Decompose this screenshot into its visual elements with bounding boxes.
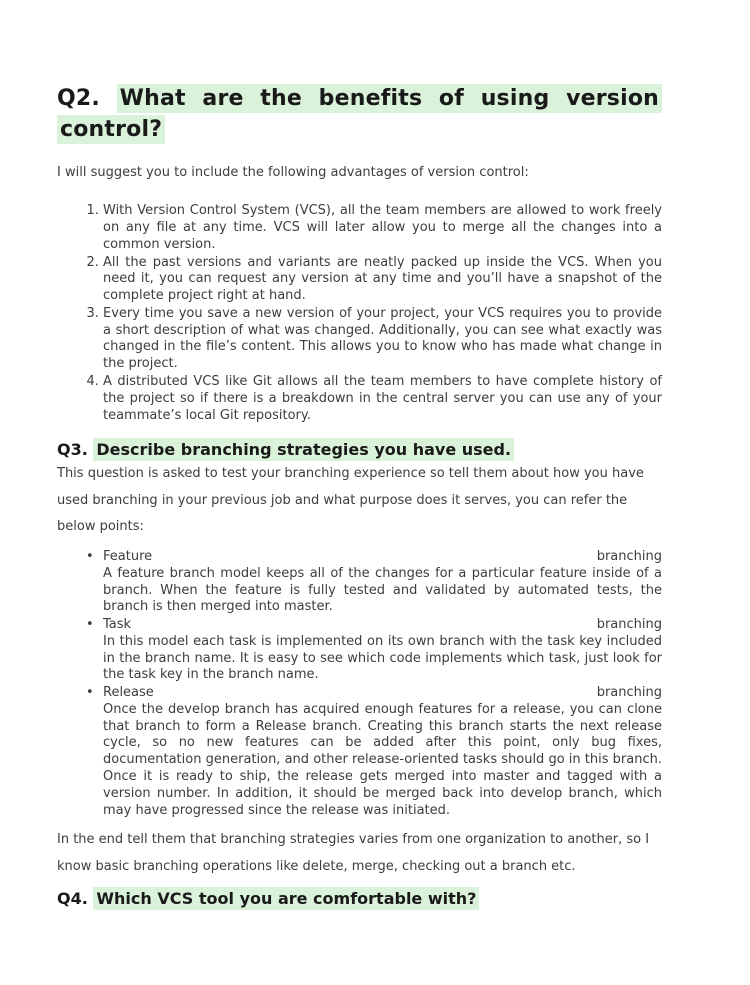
q3-intro: This question is asked to test your branching experience so tell them about how you have used branching in your previous job and what purpose does it serves, you can refer the below points: [57,466,644,535]
q2-title-highlight: What are the benefits of using version control? [57,84,662,144]
branching-strategies-list [57,549,662,819]
bullet-term-suffix: branching [596,617,662,633]
q2-prefix: Q2. [57,86,100,111]
q3-prefix: Q3. [57,440,88,460]
bullet-term: • Feature [103,549,153,565]
list-item: 1. With Version Control System (VCS), all the team members are allowed to work freely on any file at any time. VCS will later allow you to merge all the changes into a common version. [103,203,662,253]
q2-heading [57,83,662,145]
q4-heading [57,889,662,910]
q3-title-highlight: Describe branching strategies you have used. [93,438,514,461]
list-item: 2. All the past versions and variants are neatly packed up inside the VCS. When you need it, you can request any version at any time and you’ll have a snapshot of the complete project right at hand. [103,255,662,305]
bullet-item-feature [103,549,662,616]
q3-heading [57,440,662,461]
bullet-description: A feature branch model keeps all of the changes for a particular feature inside of a branch. When the feature is fully tested and validated by automated tests, the branch is then merged into master. [103,565,662,615]
bullet-term-suffix: branching [596,685,662,701]
bullet-term-suffix: branching [596,549,662,565]
bullet-description: In this model each task is implemented on its own branch with the task key included in the branch name. It is easy to see which code implements which task, just look for the task key in the branch name. [103,633,662,683]
bullet-term-line [103,549,662,566]
q2-advantages-list [57,203,662,424]
bullet-term: • Release [103,685,154,701]
bullet-term: • Task [103,617,132,633]
bullet-item-task [103,617,662,684]
q4-title-highlight: Which VCS tool you are comfortable with? [93,887,479,910]
list-item: 3. Every time you save a new version of your project, your VCS requires you to provide a short description of what was changed. Additionally, you can see what exactly was changed in the file’s content. This allows you to know who has made what change in the project. [103,306,662,373]
q4-prefix: Q4. [57,888,88,908]
list-item: 4. A distributed VCS like Git allows all the team members to have complete history of the project so if there is a breakdown in the central server you can use any of your teammate’s local Git repository. [103,374,662,424]
bullet-term-line [103,685,662,702]
bullet-item-release [103,685,662,819]
bullet-description: Once the develop branch has acquired enough features for a release, you can clone that branch to form a Release branch. Creating this branch starts the next release cycle, so no new features can be added after this point, only bug fixes, documentation generation, and other release-oriented tasks should go in this branch. Once it is ready to ship, the release gets merged into master and tagged with a version number. In addition, it should be merged back into develop branch, which may have progressed since the release was initiated. [103,701,662,818]
bullet-term-line [103,617,662,634]
q3-outro: In the end tell them that branching strategies varies from one organization to another, so I know basic branching operations like delete, merge, checking out a branch etc. [57,832,650,874]
q2-intro: I will suggest you to include the following advantages of version control: [57,165,529,181]
